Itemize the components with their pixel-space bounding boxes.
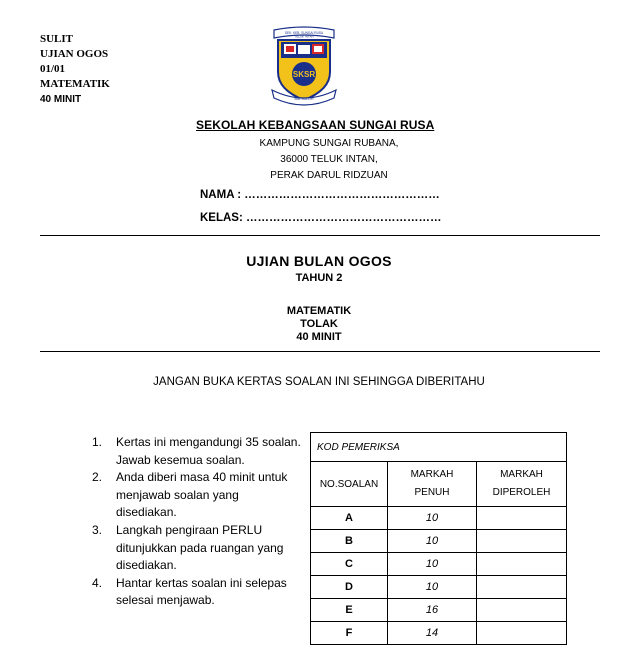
exam-topic: TOLAK — [300, 318, 338, 330]
table-title: KOD PEMERIKSA — [311, 433, 567, 462]
table-row: B 10 — [311, 530, 567, 553]
header-duration: 40 MINIT — [40, 94, 82, 105]
warning-text: JANGAN BUKA KERTAS SOALAN INI SEHINGGA DIBERITAHU — [153, 376, 485, 388]
kelas-field[interactable]: KELAS: …………………………………………… — [200, 212, 442, 224]
logo-motto: BIA SULOH — [294, 97, 314, 101]
header-left-block — [40, 32, 110, 107]
instruction-item: 3. Langkah pengiraan PERLU ditunjukkan pada ruangan yang disediakan. — [92, 522, 284, 573]
school-name: SEKOLAH KEBANGSAAN SUNGAI RUSA — [196, 118, 435, 132]
table-row: D 10 — [311, 576, 567, 599]
score-cell[interactable] — [477, 530, 567, 553]
logo-banner-sub: TELUK INTAN — [294, 34, 314, 39]
divider-top — [40, 235, 600, 236]
divider-bottom — [40, 351, 600, 352]
exam-duration: 40 MINIT — [296, 331, 342, 343]
school-crest-logo — [268, 24, 340, 110]
score-cell[interactable] — [477, 576, 567, 599]
score-cell[interactable] — [477, 553, 567, 576]
header-sulit: SULIT — [40, 33, 74, 45]
instructions-list — [92, 434, 302, 610]
school-address-line3: PERAK DARUL RIDZUAN — [270, 170, 388, 181]
score-cell[interactable] — [477, 622, 567, 645]
logo-monogram: SKSR — [292, 70, 316, 79]
table-row: E 16 — [311, 599, 567, 622]
exam-year: TAHUN 2 — [295, 272, 343, 284]
header-subject: MATEMATIK — [40, 78, 110, 90]
examiner-code-table — [310, 432, 567, 645]
score-cell[interactable] — [477, 507, 567, 530]
table-row: F 14 — [311, 622, 567, 645]
exam-subject: MATEMATIK — [286, 305, 352, 317]
instruction-item: 1. Kertas ini mengandungi 35 soalan. Jawab kesemua soalan. — [92, 435, 301, 467]
col-header-diperoleh: MARKAH DIPEROLEH — [477, 462, 567, 507]
instruction-item: 2. Anda diberi masa 40 minit untuk menjawab soalan yang disediakan. — [92, 470, 288, 520]
col-header-penuh: MARKAH PENUH — [388, 462, 477, 507]
school-address-line1: KAMPUNG SUNGAI RUBANA, — [259, 138, 399, 149]
score-cell[interactable] — [477, 599, 567, 622]
instruction-item: 4. Hantar kertas soalan ini selepas selesai menjawab. — [92, 575, 287, 608]
col-header-soalan: NO.SOALAN — [311, 462, 388, 507]
exam-title: UJIAN BULAN OGOS — [246, 253, 392, 269]
logo-banner-text: SEK. KEB. SUNGAI RUSA — [284, 31, 324, 35]
school-address-line2: 36000 TELUK INTAN, — [280, 154, 378, 165]
header-paper-code: 01/01 — [40, 63, 66, 75]
nama-field[interactable]: NAMA : …………………………………………… — [200, 189, 440, 201]
header-exam-name: UJIAN OGOS — [40, 48, 109, 60]
table-row: A 10 — [311, 507, 567, 530]
table-row: C 10 — [311, 553, 567, 576]
